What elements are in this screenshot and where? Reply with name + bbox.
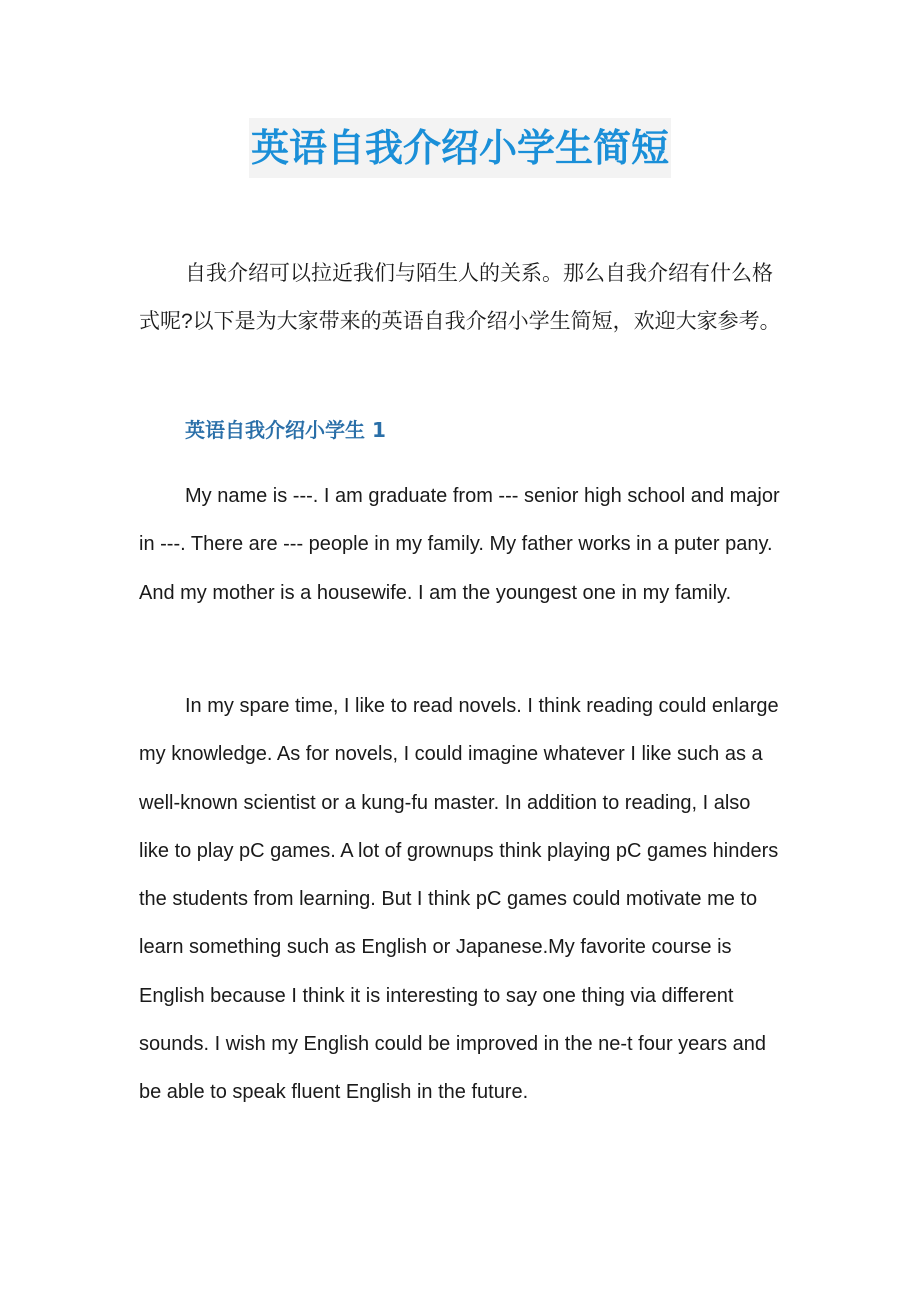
page-title: 英语自我介绍小学生简短 bbox=[249, 118, 671, 178]
intro-paragraph: 自我介绍可以拉近我们与陌生人的关系。那么自我介绍有什么格式呢?以下是为大家带来的英语自我介绍小学生简短，欢迎大家参考。 bbox=[139, 262, 781, 333]
body-paragraph-1: My name is ---. I am graduate from --- senior high school and major in ---. There are --- people in my family. My father works in a puter pany. And my mother is a housewife. I am the youngest one in my family. bbox=[139, 485, 780, 604]
body-paragraph-2: In my spare time, I like to read novels. I think reading could enlarge my knowledge. As for novels, I could imagine whatever I like such as a well-known scientist or a kung-fu master. In addition to reading, I also like to play pC games. A lot of grownups think playing pC games hinders the students from learning. But I think pC games could motivate me to learn something such as English or Japanese.My favorite course is English because I think it is interesting to say one thing via different sounds. I wish my English could be improved in the ne-t four years and be able to speak fluent English in the future. bbox=[139, 695, 779, 1104]
section-heading: 英语自我介绍小学生 1 bbox=[185, 418, 386, 442]
title-container bbox=[0, 118, 920, 178]
